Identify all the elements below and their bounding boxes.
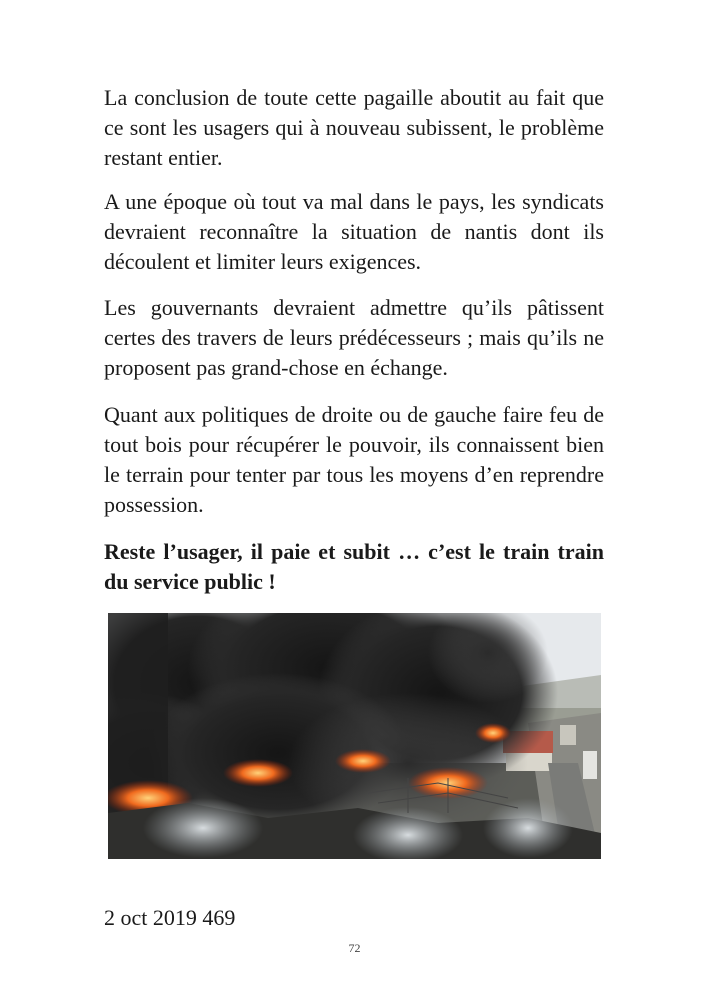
industrial-fire-photo — [108, 613, 601, 859]
paragraph-3: Les gouvernants devraient admettre qu’ils pâtissent certes des travers de leurs prédécesseurs ; mais qu’ils ne proposent pas grand-chose en échange. — [104, 295, 604, 380]
date-line: 2 oct 2019 469 — [104, 905, 236, 930]
paragraph-conclusion-bold: Reste l’usager, il paie et subit … c’est le train train du service public ! — [104, 539, 604, 594]
paragraph-2: A une époque où tout va mal dans le pays, les syndicats devraient reconnaître la situation de nantis dont ils découlent et limiter leurs exigences. — [104, 189, 604, 274]
paragraph-1: La conclusion de toute cette pagaille aboutit au fait que ce sont les usagers qui à nouveau subissent, le problème restant entier. — [104, 85, 604, 170]
paragraph-4: Quant aux politiques de droite ou de gauche faire feu de tout bois pour récupérer le pouvoir, ils connaissent bien le terrain pour tenter par tous les moyens d’en reprendre possession. — [104, 402, 604, 517]
page-number: 72 — [348, 941, 361, 955]
